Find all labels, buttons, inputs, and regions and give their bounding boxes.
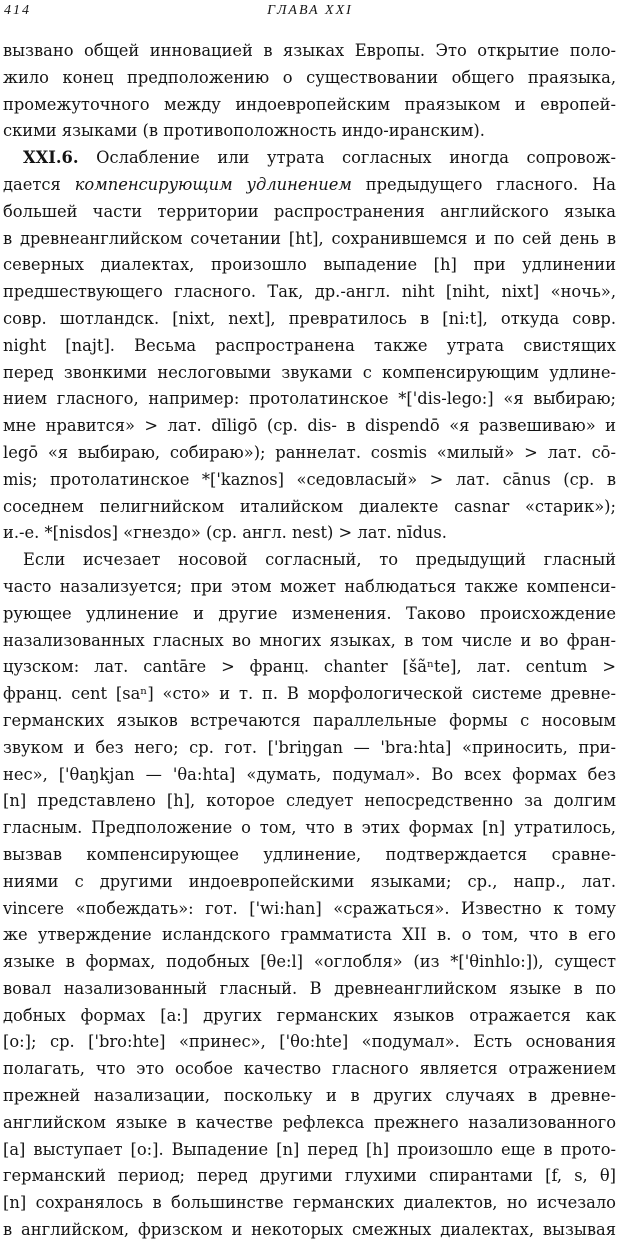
text-line: нием гласного, например: протолатинское *['dis-lego:] «я выбираю; [3,389,616,409]
text-line: цузском: лат. cantāre > франц. chanter [šãⁿte], лат. centum > [3,657,616,677]
running-head: ГЛАВА XXI [267,3,353,18]
emphasized-term: компенсирующим удлинением [74,174,352,194]
text-line: франц. cent [saⁿ] «сто» и т. п. В морфологической системе древне- [3,684,616,704]
text-line: промежуточного между индоевропейским праязыком и европей- [3,94,616,114]
text-line: жило конец предположению о существовании общего праязыка, [3,67,616,87]
text-line: [n] представлено [h], которое следует непосредственно за долгим [3,791,616,811]
text-line: назализованных гласных во многих языках, в том числе и во фран- [3,630,616,650]
text-line: [o:]; ср. ['bro:hte] «принес», ['θo:hte] «подумал». Есть основания [3,1032,616,1052]
text-line: вызвав компенсирующее удлинение, подтверждается сравне- [3,844,616,864]
text-line: гласным. Предположение о том, что в этих формах [n] утратилось, [3,818,616,838]
text-line [3,172,616,199]
text-line: германский период; перед другими глухими спирантами [f, s, θ] [3,1166,616,1186]
text-line: же утверждение исландского грамматиста XII в. о том, что в его [3,925,616,945]
text-line: в древнеанглийском сочетании [ht], сохранившемся и по сей день в [3,228,616,248]
body-text [3,38,616,1244]
text-line: английском языке в качестве рефлекса прежнего назализованного [3,1112,616,1132]
text-line: и.-е. *[nisdos] «гнездо» (ср. англ. nest) > лат. nīdus. [3,523,447,543]
text-line: совр. шотландск. [nixt, next], превратилось в [ni:t], откуда совр. [3,308,616,328]
text-line: [n] сохранялось в большинстве германских диалектов, но исчезало [3,1193,616,1213]
page-number: 414 [4,3,31,18]
line-text: дается [3,174,75,194]
text-line: предшествующего гласного. Так, др.-англ. niht [niht, nixt] «ночь», [3,282,616,302]
text-line: вовал назализованный гласный. В древнеанглийском языке в по [3,978,616,998]
text-line: [a] выступает [o:]. Выпадение [n] перед [h] произошло еще в прото- [3,1139,616,1159]
text-line: перед звонкими неслоговыми звуками с компенсирующим удлине- [3,362,616,382]
text-line: звуком и без него; ср. гот. ['briŋgan — 'bra:hta] «приносить, при- [3,737,616,757]
text-line: в английском, фризском и некоторых смежных диалектах, вызывая [3,1220,616,1240]
text-line: германских языков встречаются параллельные формы с носовым [3,710,616,730]
text-line: большей части территории распространения английского языка [3,201,616,221]
text-line: legō «я выбираю, собираю»); раннелат. cosmis «милый» > лат. cō- [3,442,616,462]
text-line: соседнем пелигнийском италийском диалекте casnar «старик»); [3,496,616,516]
text-line: night [najt]. Весьма распространена также утрата свистящих [3,335,616,355]
text-line: добных формах [a:] других германских языков отражается как [3,1005,616,1025]
text-line: vincere «побеждать»: гот. ['wi:han] «сражаться». Известно к тому [3,898,616,918]
section-heading-line [3,145,616,172]
text-line: часто назализуется; при этом может наблюдаться также компенси- [3,576,616,596]
text-line: мне нравится» > лат. dīligō (ср. dis- в dispendō «я развешиваю» и [3,416,616,436]
text-line: вызвано общей инновацией в языках Европы. Это открытие поло- [3,41,616,60]
text-line: нес», ['θaŋkjan — 'θa:hta] «думать, подумал». Во всех формах без [3,764,616,784]
text-line: языке в формах, подобных [θe:l] «оглобля» (из *['θinhlo:]), сущест [3,952,616,972]
section-number: XXI.6. [23,148,79,168]
text-line: полагать, что это особое качество гласного является отражением [3,1059,616,1079]
text-line: прежней назализации, поскольку и в других случаях в древне- [3,1086,616,1106]
line-text: предыдущего гласного. На [351,174,616,194]
text-line: ниями с другими индоевропейскими языками; ср., напр., лат. [3,871,616,891]
text-line: северных диалектах, произошло выпадение [h] при удлинении [3,255,616,275]
line-text: Ослабление или утрата согласных иногда сопровож- [78,148,616,168]
page-header [0,0,620,26]
text-line: mis; протолатинское *['kaznos] «седовласый» > лат. cānus (ср. в [3,469,616,489]
text-line: скими языками (в противоположность индо-иранским). [3,121,485,141]
text-line: рующее удлинение и другие изменения. Таково происхождение [3,603,616,623]
text-line: Если исчезает носовой согласный, то предыдущий гласный [23,550,616,570]
